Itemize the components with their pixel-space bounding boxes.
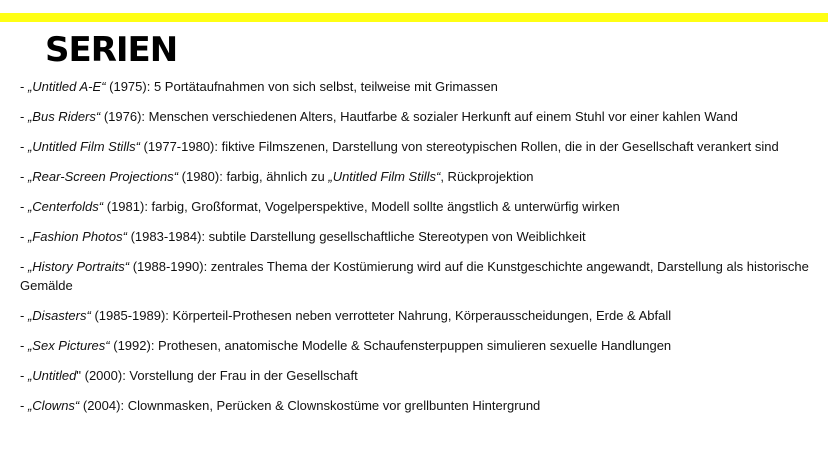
list-item: [20, 107, 816, 126]
series-description: : Vorstellung der Frau in der Gesellschaft: [122, 368, 358, 383]
series-close-quote: “: [74, 398, 80, 413]
series-open-quote: „: [27, 109, 33, 124]
series-year: (1992): [109, 338, 151, 353]
list-dash: -: [20, 139, 28, 154]
series-close-quote: “: [95, 109, 101, 124]
top-accent-bar: [0, 13, 828, 22]
series-name: Sex Pictures: [32, 338, 106, 353]
series-description: : fiktive Filmszenen, Darstellung von stereotypischen Rollen, die in der Gesellschaft verankert sind: [214, 139, 779, 154]
series-year: (1988-1990): [129, 259, 204, 274]
series-close-quote: “: [124, 259, 130, 274]
series-year: (1985-1989): [90, 308, 166, 323]
series-open-quote: „: [27, 368, 33, 383]
series-description-pre: : farbig, ähnlich zu: [219, 169, 329, 184]
series-name: Rear-Screen Projections: [32, 169, 174, 184]
series-name: Untitled: [32, 368, 77, 383]
series-open-quote: „: [27, 308, 33, 323]
series-close-quote: “: [135, 139, 140, 154]
list-dash: -: [20, 169, 28, 184]
list-dash: -: [20, 259, 28, 274]
list-item: [20, 306, 816, 325]
series-open-quote: „: [27, 259, 33, 274]
list-item: [20, 197, 816, 216]
series-year: (1975): [105, 79, 147, 94]
list-dash: -: [20, 308, 28, 323]
list-item: [20, 137, 816, 156]
series-name: Untitled A-E: [32, 79, 102, 94]
series-year: (1976): [100, 109, 142, 124]
series-close-quote: “: [105, 338, 110, 353]
series-description: : 5 Portätaufnahmen von sich selbst, teilweise mit Grimassen: [146, 79, 498, 94]
series-open-quote: „: [27, 139, 33, 154]
list-item: [20, 336, 816, 355]
list-item: [20, 77, 816, 96]
list-dash: -: [20, 109, 28, 124]
list-item: [20, 396, 816, 415]
list-item: [20, 167, 816, 186]
list-dash: -: [20, 199, 28, 214]
series-description: : subtile Darstellung gesellschaftliche Stereotypen von Weiblichkeit: [201, 229, 586, 244]
series-name: Fashion Photos: [32, 229, 123, 244]
series-open-quote: „: [27, 79, 33, 94]
list-dash: -: [20, 338, 28, 353]
series-year: (2004): [79, 398, 121, 413]
list-dash: -: [20, 398, 28, 413]
series-description: : Clownmasken, Perücken & Clownskostüme vor grellbunten Hintergrund: [120, 398, 541, 413]
series-open-quote: „: [27, 398, 33, 413]
series-close-quote: ": [76, 368, 81, 383]
list-dash: -: [20, 229, 28, 244]
series-list: [20, 77, 816, 426]
list-dash: -: [20, 79, 28, 94]
series-description-post: , Rückprojektion: [440, 169, 534, 184]
series-year: (2000): [81, 368, 123, 383]
list-dash: -: [20, 368, 28, 383]
series-open-quote: „: [27, 199, 33, 214]
series-open-quote: „: [27, 229, 33, 244]
series-description: : zentrales Thema der Kostümierung wird auf die Kunstgeschichte angewandt, Darstellung als historische Gemälde: [20, 259, 809, 293]
series-name: Clowns: [32, 398, 75, 413]
series-close-quote: “: [101, 79, 106, 94]
series-year: (1983-1984): [126, 229, 202, 244]
series-open-quote: „: [27, 169, 33, 184]
series-year: (1980): [178, 169, 220, 184]
series-close-quote: “: [122, 229, 127, 244]
series-open-quote: „: [27, 338, 33, 353]
series-name: History Portraits: [32, 259, 125, 274]
series-name: Bus Riders: [32, 109, 96, 124]
series-description: : farbig, Großformat, Vogelperspektive, Modell sollte ängstlich & unterwürfig wirken: [144, 199, 620, 214]
series-name: Untitled Film Stills: [32, 139, 136, 154]
list-item: [20, 227, 816, 246]
list-item: [20, 257, 816, 295]
series-description: : Körperteil-Prothesen neben verrotteter Nahrung, Körperausscheidungen, Erde & Abfall: [165, 308, 672, 323]
series-year: (1981): [103, 199, 145, 214]
series-reference-name: „Untitled Film Stills“: [328, 169, 441, 184]
series-close-quote: “: [173, 169, 179, 184]
series-name: Disasters: [32, 308, 87, 323]
series-close-quote: “: [86, 308, 91, 323]
page-title: SERIEN: [45, 30, 178, 70]
series-close-quote: “: [98, 199, 104, 214]
series-description: : Prothesen, anatomische Modelle & Schaufensterpuppen simulieren sexuelle Handlungen: [150, 338, 672, 353]
series-year: (1977-1980): [139, 139, 215, 154]
list-item: [20, 366, 816, 385]
series-description: : Menschen verschiedenen Alters, Hautfarbe & sozialer Herkunft auf einem Stuhl vor einer kahlen Wand: [141, 109, 738, 124]
series-name: Centerfolds: [32, 199, 99, 214]
